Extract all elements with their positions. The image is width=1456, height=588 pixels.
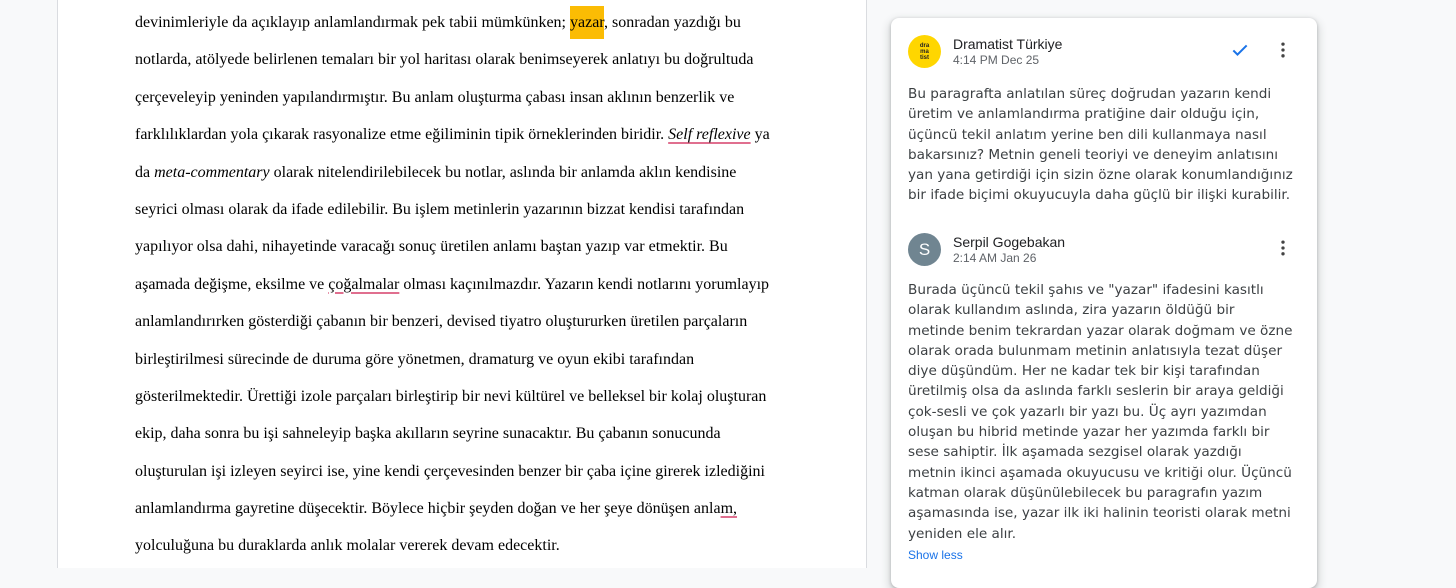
comment-header (908, 35, 1062, 68)
text-run: notlarda, atölyede belirlenen temaları bir yol haritası olarak benimseyerek anlatıyı bu doğrultuda (135, 51, 754, 69)
text-run: aşamada değişme, eksilme ve (135, 275, 329, 293)
reply-options-button[interactable] (1271, 236, 1295, 260)
comment-timestamp: 4:14 PM Dec 25 (953, 53, 1040, 67)
document-line (135, 112, 795, 149)
checkmark-icon (1230, 40, 1250, 60)
avatar-logo-text: dra ma tist (919, 42, 930, 61)
document-line (135, 187, 795, 224)
document-line (135, 150, 795, 187)
more-vert-icon (1273, 238, 1293, 258)
comment-anchor-highlight[interactable]: yazar (570, 6, 604, 39)
document-line (135, 411, 795, 448)
comment-thread-card[interactable] (891, 18, 1317, 588)
document-line (135, 523, 795, 560)
comment-body: Bu paragrafta anlatılan süreç doğrudan yazarın kendi üretim ve anlamlandırma pratiğine dair olduğu için, üçüncü tekil anlatım yerine ben dili kullanmaya nasıl bakarsınız? Metnin geneli teoriyi ve deneyim anlatısını yan yana getirdiği için sizin özne olarak konumlandığınız bir ifade biçimi okuyucuyla daha güçlü bir ilişki kurabilir. (908, 86, 1293, 204)
text-run: devinimleriyle da açıklayıp anlamlandırmak pek tabii mümkünken; (135, 14, 570, 31)
document-line (135, 37, 795, 74)
reply-header (908, 233, 1065, 266)
spellcheck-flagged-text: çoğalmalar (328, 275, 400, 293)
text-run: anlamlandırırken gösterdiği çabanın bir benzeri, devised tiyatro oluştururken üretilen parçaların (135, 313, 748, 331)
reply-body: Burada üçüncü tekil şahıs ve "yazar" ifadesini kasıtlı olarak kullandım aslında, zira yazarın öldüğü bir metinde benim tekrardan yazar olarak doğmam ve özne olarak orada bulunmam metinin anlatısıyla tezat düşer diye düşündüm. Her ne kadar tek bir kişi tarafından üretilmiş olsa da aslında farklı seslerin bir araya geldiği çok-sesli ve çok yazarlı bir yazı bu. Üç ayrı yazımdan oluşan bu hibrid metinde yazar her yazımda farklı bir sese sahiptir. İlk aşamada sezgisel olarak yazdığı metnin ikinci aşamada okuyucusu ve kritiği olur. Üçüncü katman olarak düşünülebilecek bu paragrafın yazım aşamasında ise, yazar ilk iki halinin teoristi olarak metni yeniden ele alır. (908, 282, 1293, 542)
text-run: oluşturulan işi izleyen seyirci ise, yine kendi çerçevesinden benzer bir çaba içine girerek izlediğini (135, 462, 765, 480)
text-run: olarak nitelendirilebilecek bu notlar, aslında bir anlamda aklın kendisine (269, 163, 737, 181)
document-line (135, 486, 795, 523)
text-run: birleştirilmesi sürecinde de duruma göre yönetmen, dramaturg ve oyun ekibi tarafından (135, 350, 695, 368)
avatar-letter: S (918, 239, 931, 259)
text-run: ekip, daha sonra bu işi sahneleyip başka akılların seyrine sunacaktır. Bu çabanın sonucunda (135, 425, 721, 443)
text-run: seyrici olması olarak da ifade edilebilir. Bu işlem metinlerin yazarının bizzat kendisi tarafından (135, 200, 745, 218)
document-line (135, 75, 795, 112)
document-line (135, 0, 795, 37)
spellcheck-flagged-text: m, (720, 500, 738, 518)
italic-text: meta-commentary (154, 163, 270, 181)
avatar (908, 233, 941, 266)
text-run: anlamlandırma gayretine düşecektir. Böylece hiçbir şeyden doğan ve her şeye dönüşen anla (135, 500, 721, 518)
document-line (135, 224, 795, 261)
text-run: gösterilmektedir. Ürettiği izole parçaları birleştirip bir nevi kültürel ve belleksel bir kolaj oluşturan (135, 387, 767, 405)
document-line (135, 337, 795, 374)
document-line (135, 262, 795, 299)
document-body[interactable] (135, 0, 795, 561)
avatar (908, 35, 941, 68)
text-run: da (135, 163, 155, 181)
document-line (135, 374, 795, 411)
text-run: yolculuğuna bu duraklarda anlık molalar vererek devam edecektir. (135, 537, 560, 555)
text-run: ya (750, 126, 770, 144)
spellcheck-flagged-text: Self reflexive (668, 126, 751, 144)
document-line (135, 299, 795, 336)
comment-author: Dramatist Türkiye (953, 36, 1063, 52)
comment-options-button[interactable] (1271, 38, 1295, 62)
reply-author: Serpil Gogebakan (953, 234, 1066, 250)
text-run: farklılıklardan yola çıkarak rasyonalize etme eğiliminin tipik örneklerinden biridir. (135, 126, 669, 144)
show-less-link[interactable]: Show less (908, 548, 963, 562)
text-run: , sonradan yazdığı bu (603, 14, 741, 31)
text-run: olması kaçınılmazdır. Yazarın kendi notlarını yorumlayıp (399, 275, 770, 293)
resolve-button[interactable] (1228, 38, 1252, 62)
text-run: yapılıyor olsa dahi, nihayetinde varacağı sonuç üretilen anlamı baştan yazıp var etmektir. Bu (135, 238, 728, 256)
document-page (57, 0, 867, 568)
reply-timestamp: 2:14 AM Jan 26 (953, 251, 1037, 265)
document-line (135, 449, 795, 486)
more-vert-icon (1273, 40, 1293, 60)
text-run: çerçeveleyip yeninden yapılandırmıştır. Bu anlam oluşturma çabası insan aklının benzerlik ve (135, 88, 735, 106)
